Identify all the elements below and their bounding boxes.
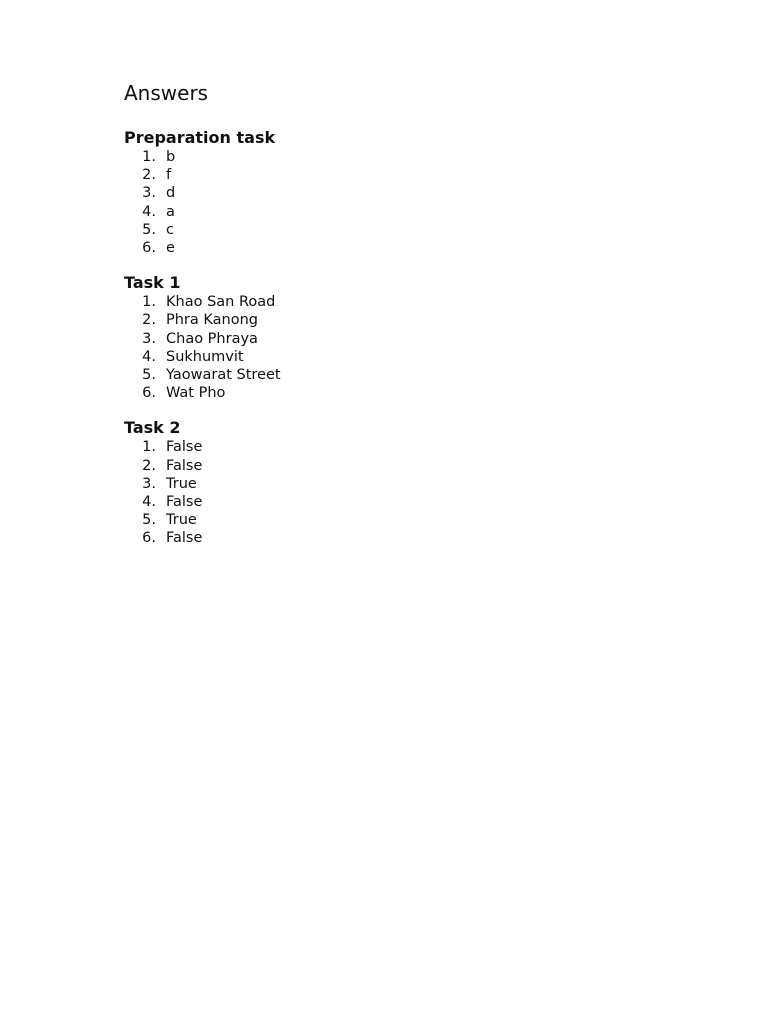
list-item [124, 293, 684, 311]
item-number: 3. [142, 185, 156, 202]
answer-list [124, 293, 684, 402]
item-number: 6. [142, 530, 156, 547]
item-answer: Yaowarat Street [166, 367, 281, 384]
item-answer: e [166, 240, 175, 257]
item-number: 1. [142, 294, 156, 311]
list-item [124, 239, 684, 257]
section-task-1 [124, 273, 684, 402]
list-item [124, 184, 684, 202]
list-item [124, 348, 684, 366]
item-answer: False [166, 439, 203, 456]
list-item [124, 148, 684, 166]
item-number: 5. [142, 367, 156, 384]
item-number: 4. [142, 348, 156, 365]
section-task-2 [124, 418, 684, 547]
item-answer: Wat Pho [166, 385, 226, 402]
answer-list [124, 148, 684, 257]
item-answer: Chao Phraya [166, 330, 258, 347]
section-heading: Task 2 [124, 418, 181, 438]
list-item [124, 166, 684, 184]
item-answer: d [166, 185, 176, 202]
item-number: 1. [142, 439, 156, 456]
list-item [124, 475, 684, 493]
item-number: 3. [142, 475, 156, 492]
item-answer: f [166, 167, 172, 184]
item-number: 2. [142, 312, 156, 329]
section-heading: Task 1 [124, 273, 181, 293]
item-answer: Khao San Road [166, 294, 276, 311]
item-answer: True [166, 475, 197, 492]
answer-list [124, 438, 684, 547]
item-answer: Phra Kanong [166, 312, 258, 329]
section-preparation-task [124, 128, 684, 257]
item-answer: False [166, 457, 203, 474]
item-answer: c [166, 221, 174, 238]
item-number: 2. [142, 167, 156, 184]
item-number: 2. [142, 457, 156, 474]
item-number: 4. [142, 494, 156, 511]
item-answer: False [166, 530, 203, 547]
item-number: 1. [142, 149, 156, 165]
page-title: Answers [124, 81, 209, 105]
list-item [124, 311, 684, 329]
list-item [124, 438, 684, 456]
section-heading: Preparation task [124, 128, 276, 147]
list-item [124, 330, 684, 348]
item-number: 6. [142, 385, 156, 402]
list-item [124, 529, 684, 547]
item-answer: Sukhumvit [166, 348, 244, 365]
list-item [124, 203, 684, 221]
item-answer: False [166, 494, 203, 511]
item-number: 5. [142, 512, 156, 529]
list-item [124, 221, 684, 239]
list-item [124, 384, 684, 402]
item-answer: b [166, 149, 176, 165]
item-answer: a [166, 203, 175, 220]
list-item [124, 493, 684, 511]
item-answer: True [166, 512, 197, 529]
item-number: 5. [142, 221, 156, 238]
list-item [124, 511, 684, 529]
list-item [124, 457, 684, 475]
item-number: 6. [142, 240, 156, 257]
item-number: 4. [142, 203, 156, 220]
item-number: 3. [142, 330, 156, 347]
list-item [124, 366, 684, 384]
document-page [124, 80, 684, 564]
